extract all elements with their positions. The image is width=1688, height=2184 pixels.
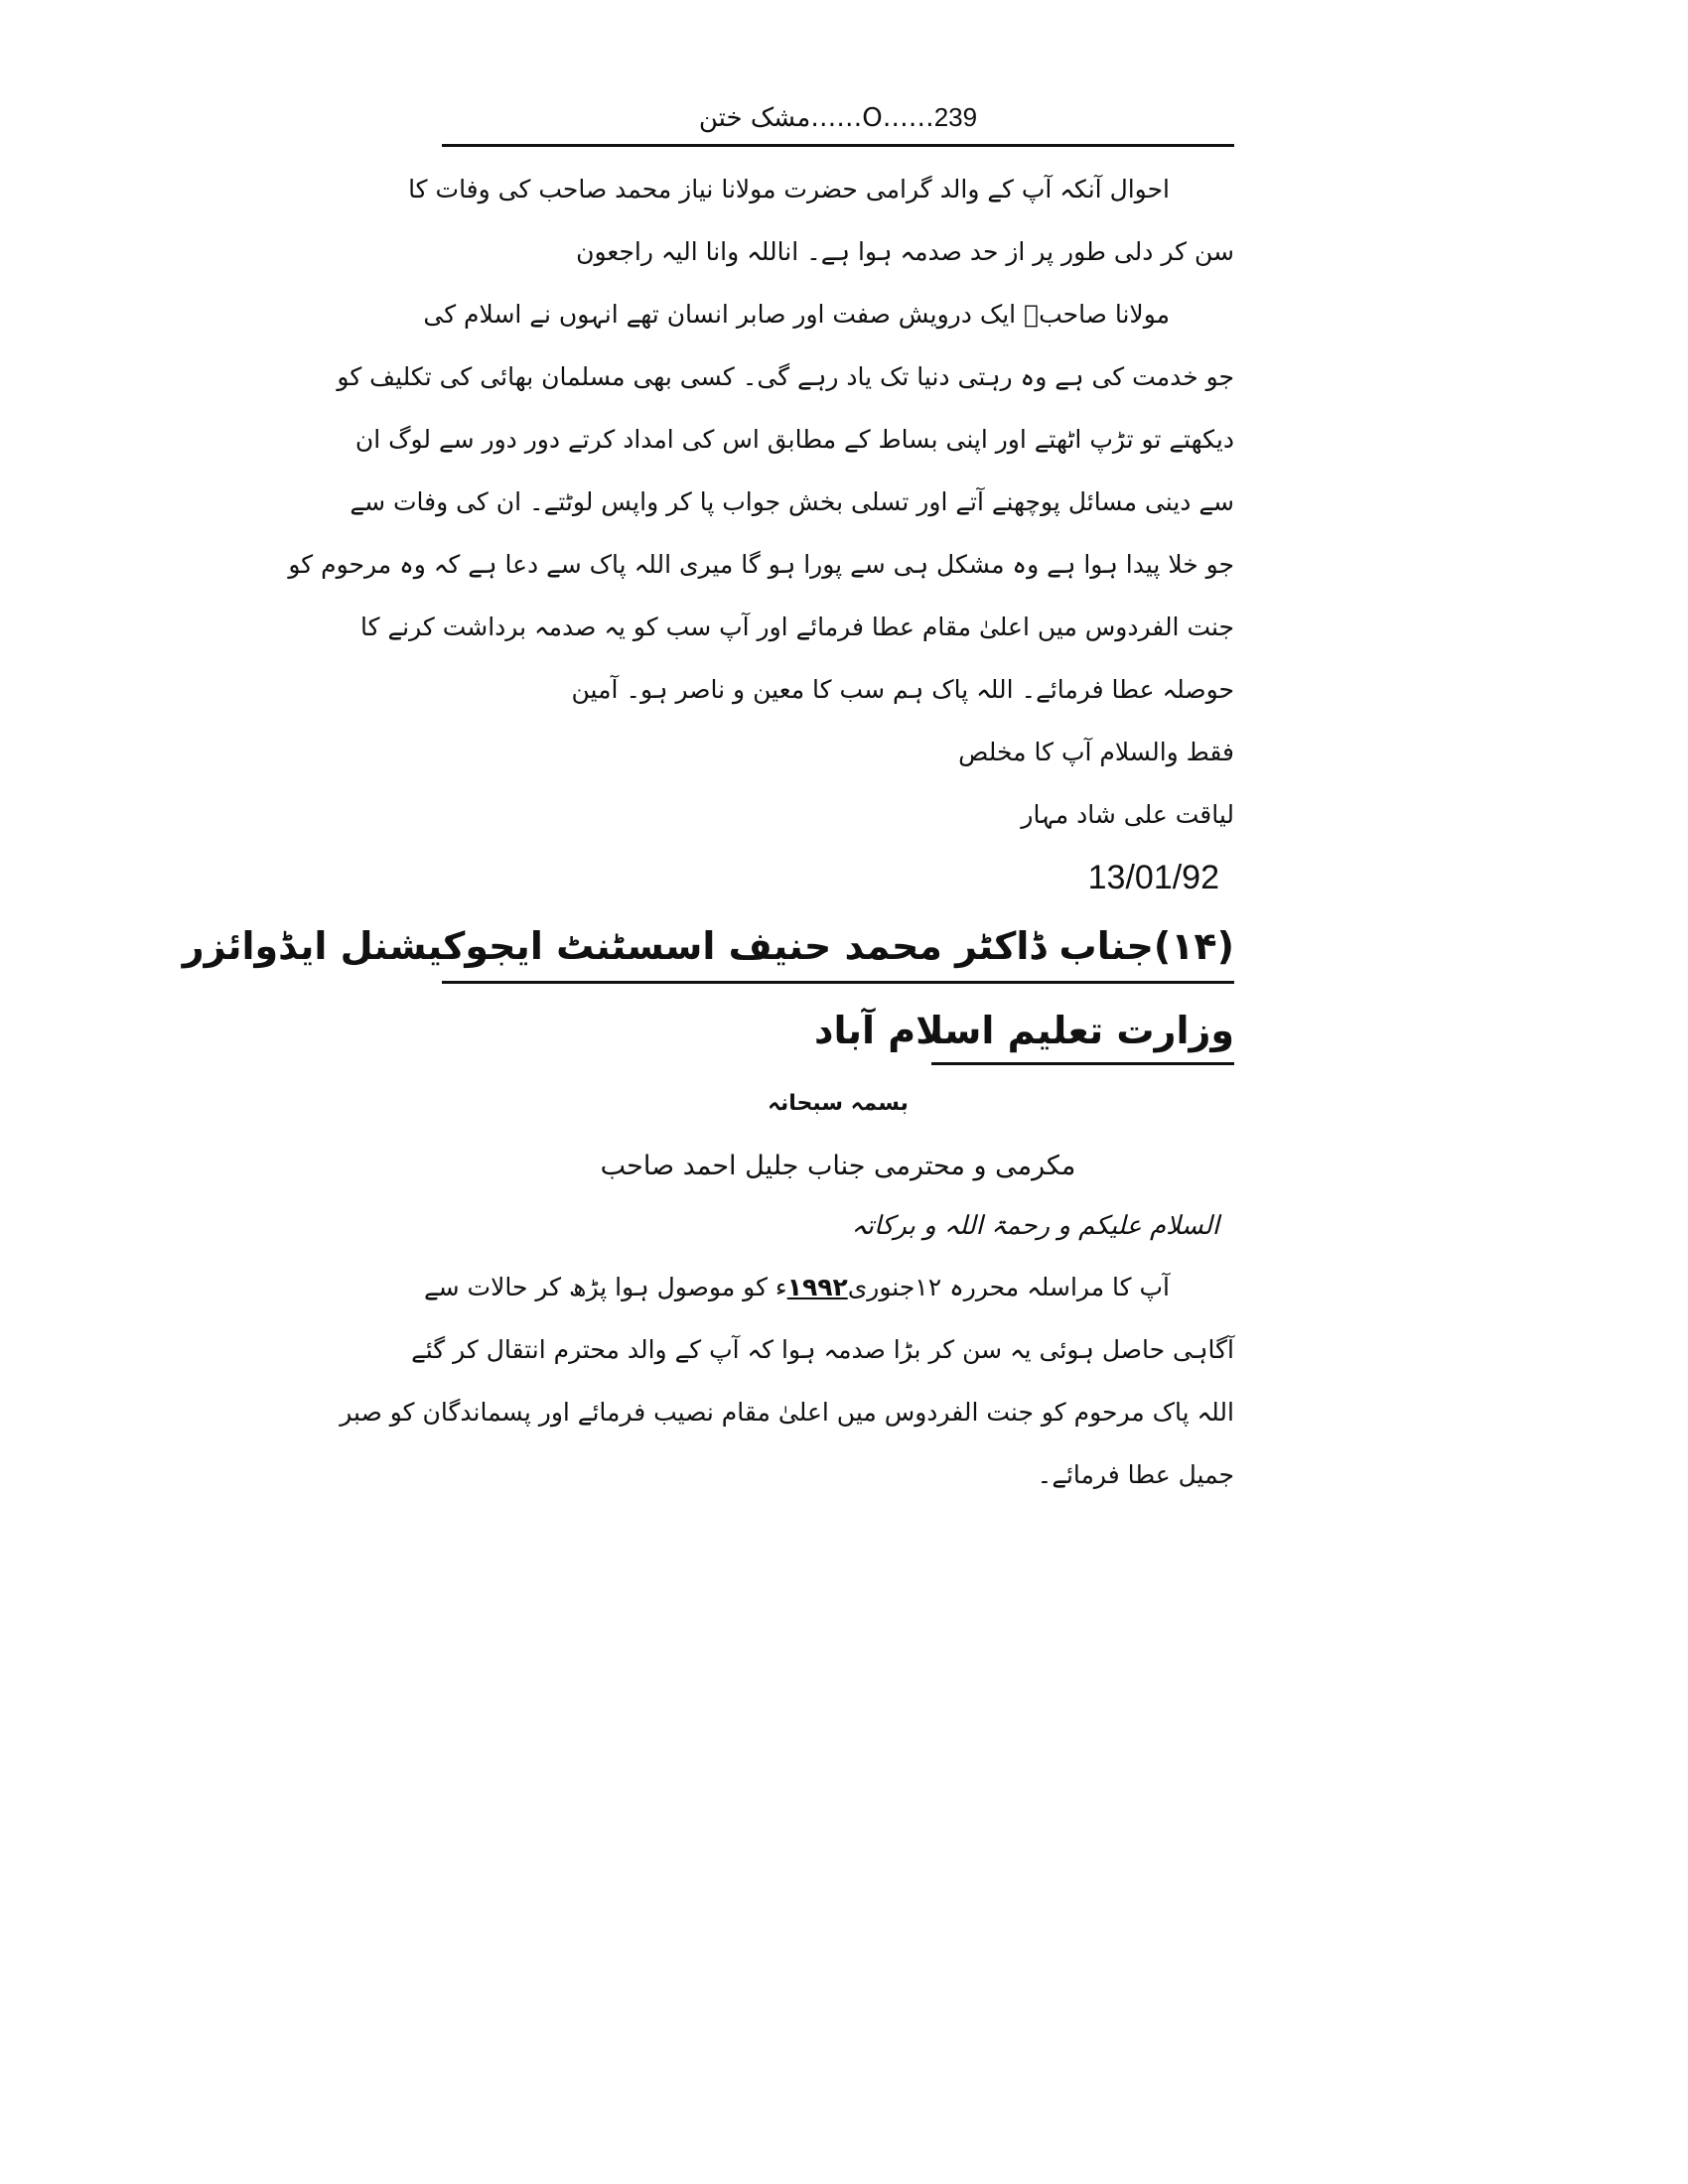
letter-paragraph bbox=[340, 1263, 1234, 1513]
text-line: جمیل عطا فرمائے۔ bbox=[1037, 1460, 1234, 1489]
heading-underline bbox=[442, 981, 1234, 984]
text-line: اللہ پاک مرحوم کو جنت الفردوس میں اعلیٰ مقام نصیب فرمائے اور پسماندگان کو صبر bbox=[340, 1398, 1234, 1427]
page-number: 239 bbox=[933, 102, 978, 132]
text-segment: آپ کا مراسلہ محررہ ۱۲جنوری bbox=[847, 1273, 1170, 1301]
text-line bbox=[424, 1263, 1234, 1314]
letter-date: 13/01/92 bbox=[1087, 859, 1219, 896]
header-separator: …… bbox=[810, 103, 863, 133]
signature-name: لیاقت علی شاد مہار bbox=[1021, 800, 1234, 829]
text-segment: ء کو موصول ہوا پڑھ کر حالات سے bbox=[424, 1273, 787, 1301]
book-title: مشک ختن bbox=[698, 103, 811, 133]
text-line: جو خلا پیدا ہوا ہے وہ مشکل ہی سے پورا ہو گا میری اللہ پاک سے دعا ہے کہ وہ مرحوم کو bbox=[288, 550, 1234, 579]
header-circle-mark: O bbox=[862, 103, 883, 133]
text-line: حوصلہ عطا فرمائے۔ اللہ پاک ہم سب کا معین و ناصر ہو۔ آمین bbox=[571, 675, 1234, 704]
text-line: سن کر دلی طور پر از حد صدمہ ہوا ہے۔ اناللہ وانا الیہ راجعون bbox=[576, 237, 1234, 266]
text-line: سے دینی مسائل پوچھنے آتے اور تسلی بخش جواب پا کر واپس لوٹتے۔ ان کی وفات سے bbox=[350, 487, 1234, 516]
text-line: احوال آنکہ آپ کے والد گرامی حضرت مولانا نیاز محمد صاحب کی وفات کا bbox=[408, 175, 1170, 204]
text-line: جنت الفردوس میں اعلیٰ مقام عطا فرمائے اور آپ سب کو یہ صدمہ برداشت کرنے کا bbox=[360, 613, 1234, 641]
salutation-line: مکرمی و محترمی جناب جلیل احمد صاحب bbox=[600, 1151, 1076, 1181]
section-heading: (۱۴)جناب ڈاکٹر محمد حنیف اسسٹنٹ ایجوکیشنل ایڈوائزر bbox=[182, 924, 1234, 968]
page-header bbox=[442, 99, 1234, 136]
greeting-line: السلام علیکم و رحمۃ اللہ و برکاتہ bbox=[851, 1211, 1219, 1241]
subheading-underline bbox=[931, 1062, 1234, 1065]
header-divider bbox=[442, 144, 1234, 147]
header-separator: …… bbox=[882, 103, 934, 133]
text-line: دیکھتے تو تڑپ اٹھتے اور اپنی بساط کے مطابق اس کی امداد کرتے دور دور سے لوگ ان bbox=[354, 425, 1234, 454]
letter-paragraph bbox=[288, 165, 1234, 853]
text-line: آگاہی حاصل ہوئی یہ سن کر بڑا صدمہ ہوا کہ آپ کے والد محترم انتقال کر گئے bbox=[411, 1335, 1234, 1364]
year-text: ۱۹۹۲ bbox=[786, 1273, 848, 1301]
section-subheading: وزارت تعلیم اسلام آباد bbox=[814, 1009, 1234, 1052]
bismihi-line: بسمہ سبحانہ bbox=[768, 1091, 909, 1116]
text-line: جو خدمت کی ہے وہ رہتی دنیا تک یاد رہے گی۔ کسی بھی مسلمان بھائی کی تکلیف کو bbox=[337, 362, 1234, 391]
closing-line: فقط والسلام آپ کا مخلص bbox=[958, 738, 1234, 766]
text-line: مولانا صاحبؒ ایک درویش صفت اور صابر انسان تھے انہوں نے اسلام کی bbox=[423, 300, 1170, 329]
